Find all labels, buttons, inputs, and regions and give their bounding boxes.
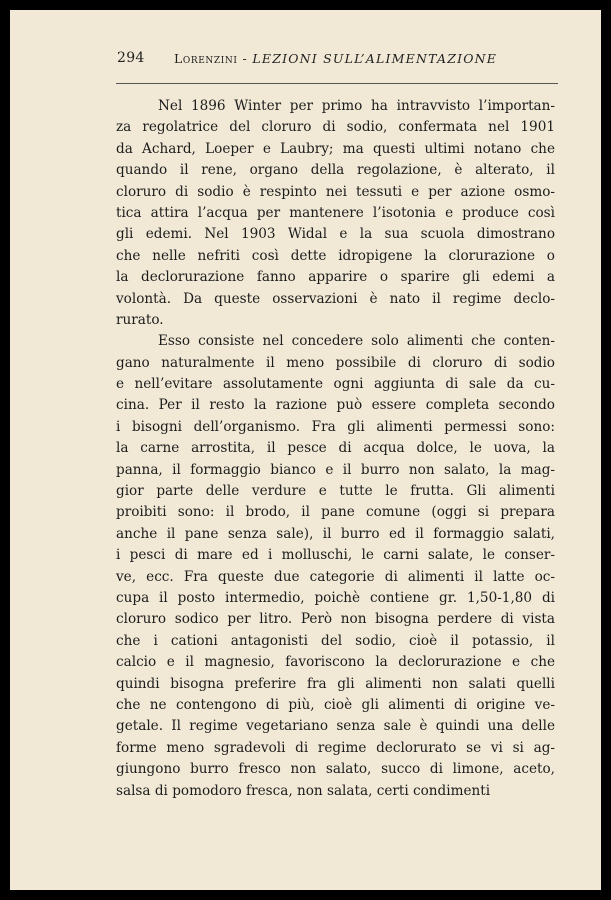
page-number: 294: [117, 50, 145, 66]
text-line: cloruro di sodio è respinto nei tessuti e per azione osmo-: [116, 183, 555, 200]
text-line: Esso consiste nel concedere solo alimenti che conten-: [158, 333, 555, 350]
text-line: la declorurazione fanno apparire o sparire gli edemi a: [116, 269, 555, 286]
text-line: che i cationi antagonisti del sodio, cioè il potassio, il: [116, 632, 555, 649]
text-line: quando il rene, organo della regolazione, è alterato, il: [116, 162, 555, 179]
text-line: panna, il formaggio bianco e il burro non salato, la mag-: [116, 461, 555, 478]
paragraph: [116, 96, 555, 331]
header-rule: [116, 83, 558, 84]
text-line: e nell’evitare assolutamente ogni aggiunta di sale da cu-: [116, 376, 555, 393]
author-name: Lorenzini: [174, 51, 238, 66]
text-line: gior parte delle verdure e tutte le frutta. Gli alimenti: [116, 483, 555, 500]
text-line: ve, ecc. Fra queste due categorie di alimenti il latte oc-: [116, 568, 555, 585]
text-line: cupa il posto intermedio, poichè contiene gr. 1,50-1,80 di: [116, 589, 555, 606]
text-line: gano naturalmente il meno possibile di cloruro di sodio: [116, 354, 555, 371]
text-line: rurato.: [116, 311, 164, 328]
paragraph: [116, 331, 555, 802]
text-line: getale. Il regime vegetariano senza sale è quindi una delle: [116, 718, 555, 735]
text-line: salsa di pomodoro fresca, non salata, certi condimenti: [116, 782, 491, 799]
text-line: che nelle nefriti così dette idropigene la clorurazione o: [116, 247, 555, 264]
text-line: cina. Per il resto la razione può essere completa secondo: [116, 397, 555, 414]
text-line: giungono burro fresco non salato, succo di limone, aceto,: [116, 761, 555, 778]
text-line: za regolatrice del cloruro di sodio, confermata nel 1901: [116, 119, 555, 136]
running-title: [174, 51, 497, 66]
body-text: [116, 96, 555, 802]
text-line: proibiti sono: il brodo, il pane comune (oggi si prepara: [116, 504, 555, 521]
text-line: cloruro sodico per litro. Però non bisogna perdere di vista: [116, 611, 555, 628]
text-line: calcio e il magnesio, favoriscono la declorurazione e che: [116, 654, 555, 671]
text-line: che ne contengono di più, cioè gli alimenti di origine ve-: [116, 696, 555, 713]
text-line: volontà. Da queste osservazioni è nato il regime declo-: [116, 290, 555, 307]
text-line: i bisogni dell’organismo. Fra gli alimenti permessi sono:: [116, 418, 555, 435]
text-line: anche il pane senza sale), il burro ed il formaggio salati,: [116, 525, 555, 542]
title-separator: -: [242, 51, 248, 66]
book-page: [10, 10, 601, 890]
page-header: [116, 50, 560, 78]
text-line: quindi bisogna preferire fra gli alimenti non salati quelli: [116, 675, 555, 692]
text-line: Nel 1896 Winter per primo ha intravvisto l’importan-: [158, 98, 555, 114]
text-line: forme meno sgradevoli di regime declorurato se vi si ag-: [116, 739, 555, 756]
text-line: gli edemi. Nel 1903 Widal e la sua scuola dimostrano: [116, 226, 555, 243]
text-line: i pesci di mare ed i molluschi, le carni salate, le conser-: [116, 547, 555, 564]
text-line: da Achard, Loeper e Laubry; ma questi ultimi notano che: [116, 140, 555, 157]
book-title: LEZIONI SULL’ALIMENTAZIONE: [252, 51, 498, 66]
text-line: la carne arrostita, il pesce di acqua dolce, le uova, la: [116, 440, 555, 457]
text-line: tica attira l’acqua per mantenere l’isotonia e produce così: [116, 204, 555, 221]
